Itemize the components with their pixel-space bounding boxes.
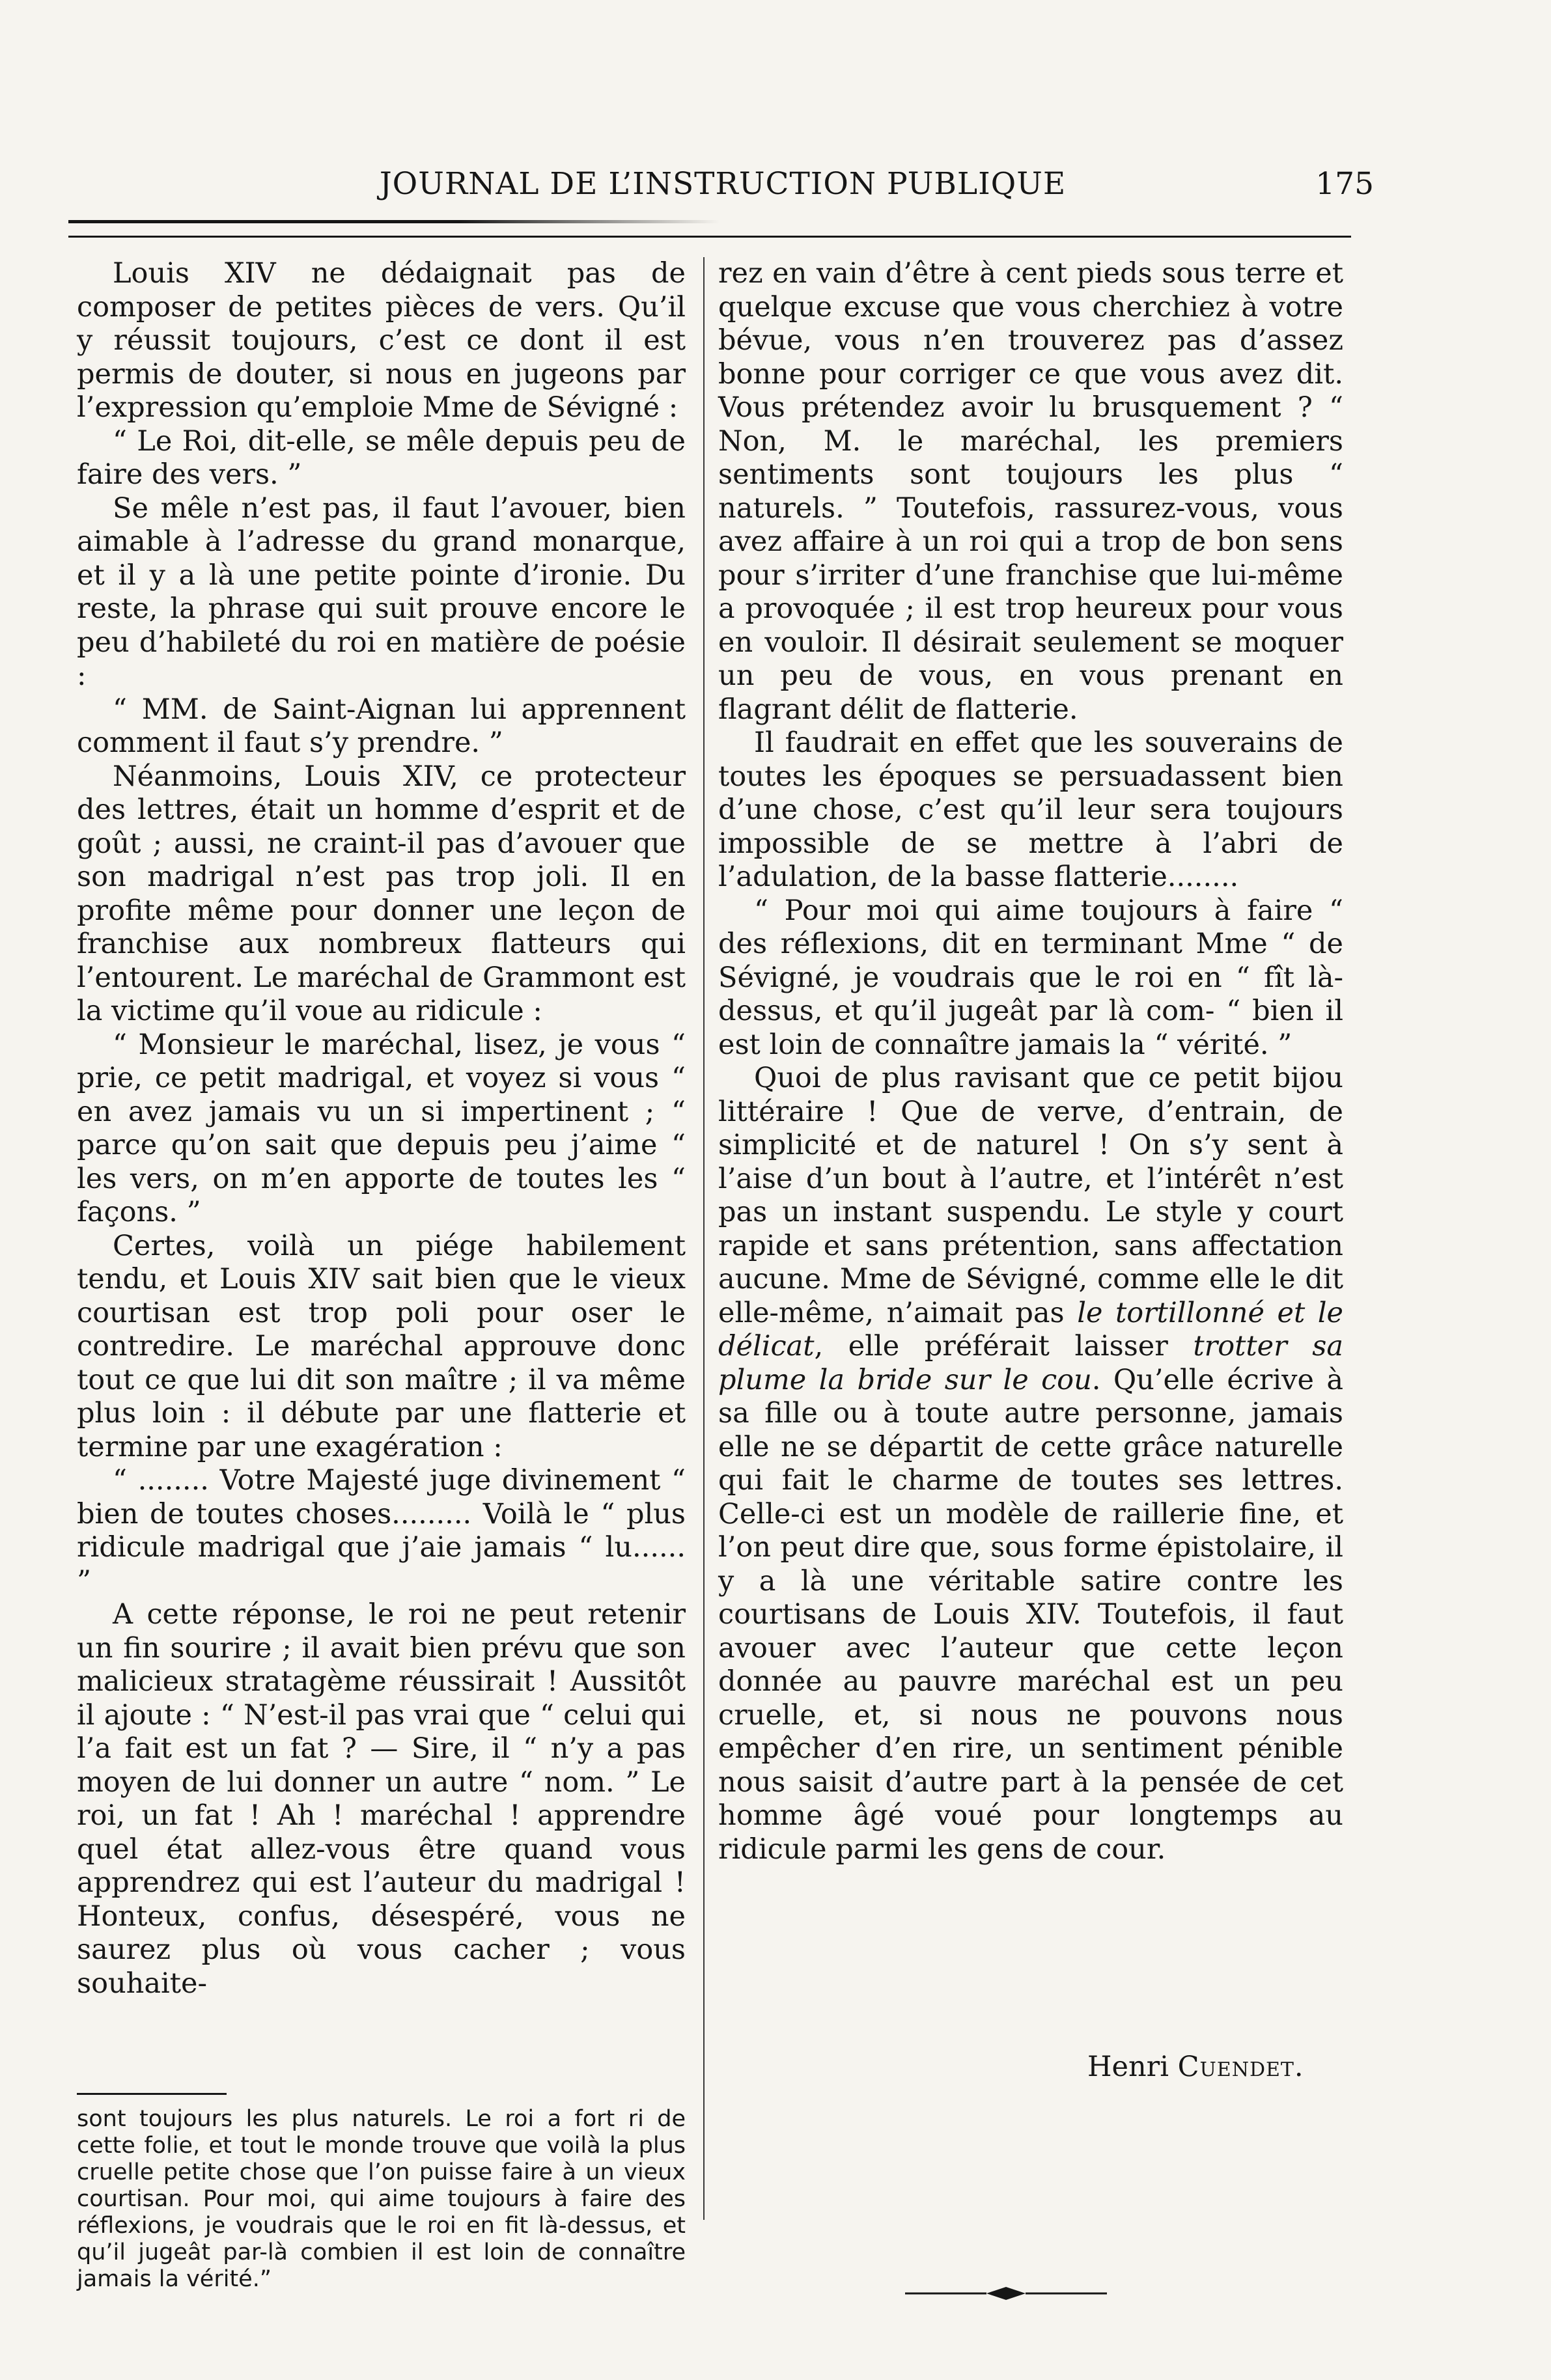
running-header (72, 166, 1374, 212)
right-column (718, 257, 1343, 1866)
text-run: , elle préférait laisser (814, 1330, 1168, 1363)
footnote-rule (77, 2093, 227, 2095)
paragraph: Il faudrait en effet que les souverains de toutes les époques se persuadassent bien d’une chose, c’est qu’il leur sera toujours impossible de se mettre à l’abri de l’adulation, de la basse flatterie........ (718, 726, 1343, 893)
paragraph: rez en vain d’être à cent pieds sous terre et quelque excuse que vous cherchiez à votre bévue, vous n’en trouverez pas d’assez bonne pour corriger ce que vous avez dit. Vous prétendez avoir lu brusquement ? “ Non, M. le maréchal, les premiers sentiments sont toujours les plus “ naturels. ” Toutefois, rassurez-vous, vous avez affaire à un roi qui a trop de bon sens pour s’irriter d’une franchise que lui-même a provoquée ; il est trop heureux pour vous en vouloir. Il désirait seulement se moquer un peu de vous, en vous prenant en flagrant délit de flatterie. (718, 257, 1343, 726)
paragraph: Néanmoins, Louis XIV, ce protecteur des lettres, était un homme d’esprit et de goût ; aussi, ne craint-il pas d’avouer que son madrigal n’est pas trop joli. Il en profite même pour donner une leçon de franchise aux nombreux flatteurs qui l’entourent. Le maréchal de Grammont est la victime qu’il voue au ridicule : (77, 760, 686, 1027)
page-number: 175 (1315, 166, 1374, 202)
paragraph: “ Monsieur le maréchal, lisez, je vous “ prie, ce petit madrigal, et voyez si vous “ en avez jamais vu un si impertinent ; “ parce qu’on sait que depuis peu j’aime “ les vers, on m’en apporte de toutes les “ façons. ” (77, 1028, 686, 1228)
header-rule-thick (68, 220, 720, 223)
footnote-text: sont toujours les plus naturels. Le roi a fort ri de cette folie, et tout le monde trouve que voilà la plus cruelle petite chose que l’on puisse faire à un vieux courtisan. Pour moi, qui aime toujours à faire des réflexions, je voudrais que le roi en fit là-dessus, et qu’il jugeât par-là combien il est loin de connaître jamais la vérité.” (77, 2106, 686, 2292)
author-last-name: Cuendet. (1177, 2051, 1304, 2083)
paragraph (718, 1062, 1343, 1866)
italic-quote: le tortillonné et le délicat (718, 1296, 1343, 1363)
paragraph: Certes, voilà un piége habilement tendu, et Louis XIV sait bien que le vieux courtisan est trop poli pour oser le contredire. Le maréchal approuve donc tout ce que lui dit son maître ; il va même plus loin : il débute par une flatterie et termine par une exagération : (77, 1229, 686, 1463)
author-signature (1087, 2051, 1304, 2083)
header-rule (68, 236, 1351, 238)
paragraph: “ Le Roi, dit-elle, se mêle depuis peu de faire des vers. ” (77, 424, 686, 491)
paragraph: “ Pour moi qui aime toujours à faire “ des réflexions, dit en terminant Mme “ de Sévigné, je voudrais que le roi en “ fît là-dessus, et qu’il jugeât par là com- “ bien il est loin de connaître jamais la “ vérité. ” (718, 894, 1343, 1061)
paragraph: “ MM. de Saint-Aignan lui apprennent comment il faut s’y prendre. ” (77, 693, 686, 759)
paragraph: Se mêle n’est pas, il faut l’avouer, bien aimable à l’adresse du grand monarque, et il y a là une petite pointe d’ironie. Du reste, la phrase qui suit prouve encore le peu d’habileté du roi en matière de poésie : (77, 491, 686, 692)
text-run: Quoi de plus ravisant que ce petit bijou littéraire ! Que de verve, d’entrain, de simplicité et de naturel ! On s’y sent à l’aise d’un bout à l’autre, et l’intérêt n’est pas un instant suspendu. Le style y court rapide et sans prétention, sans affectation aucune. Mme de Sévigné, comme elle le dit elle-même, n’aimait pas (718, 1062, 1343, 1329)
paragraph: Louis XIV ne dédaignait pas de composer de petites pièces de vers. Qu’il y réussit toujours, c’est ce dont il est permis de douter, si nous en jugeons par l’expression qu’emploie Mme de Sévigné : (77, 257, 686, 424)
author-first-name: Henri (1087, 2051, 1169, 2083)
paragraph: “ ........ Votre Majesté juge divinement “ bien de toutes choses......... Voilà le “ plus ridicule madrigal que j’aie jamais “ lu...... ” (77, 1464, 686, 1598)
left-column (77, 257, 686, 2000)
running-title: JOURNAL DE L’INSTRUCTION PUBLIQUE (379, 166, 1067, 202)
end-ornament (905, 2285, 1107, 2302)
column-divider (703, 257, 705, 2220)
text-run: . Qu’elle écrive à sa fille ou à toute autre personne, jamais elle ne se départit de cette grâce naturelle qui fait le charme de toutes ses lettres. Celle-ci est un modèle de raillerie fine, et l’on peut dire que, sous forme épistolaire, il y a là une véritable satire contre les courtisans de Louis XIV. Toutefois, il faut avouer avec l’auteur que cette leçon donnée au pauvre maréchal est un peu cruelle, et, si nous ne pouvons nous empêcher d’en rire, un sentiment pénible nous saisit d’autre part à la pensée de cet homme âgé voué pour longtemps au ridicule parmi les gens de cour. (718, 1363, 1343, 1866)
footnote (77, 2106, 686, 2293)
italic-quote: trotter sa plume la bride sur le cou (718, 1330, 1343, 1396)
paragraph: A cette réponse, le roi ne peut retenir un fin sourire ; il avait bien prévu que son malicieux stratagème réussirait ! Aussitôt il ajoute : “ N’est-il pas vrai que “ celui qui l’a fait est un fat ? — Sire, il “ n’y a pas moyen de lui donner un autre “ nom. ” Le roi, un fat ! Ah ! maréchal ! apprendre quel état allez-vous être quand vous apprendrez qui est l’auteur du madrigal ! Honteux, confus, désespéré, vous ne saurez plus où vous cacher ; vous souhaite- (77, 1598, 686, 2000)
